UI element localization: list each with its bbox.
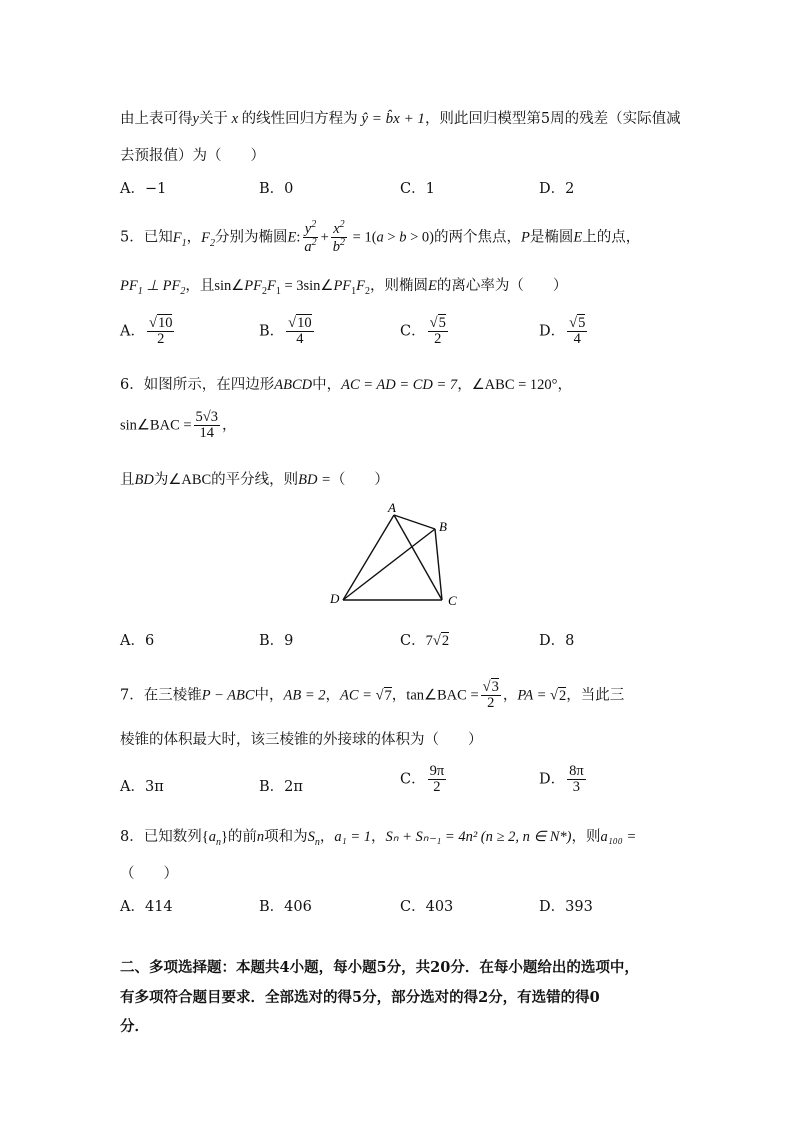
q6-text: （ ） — [330, 472, 389, 488]
q7-text: ， — [502, 687, 518, 704]
q5-text: 的离心率为（ ） — [436, 278, 568, 294]
q7-text: ， — [391, 687, 407, 704]
q7-option-c — [400, 764, 448, 795]
q6-text: ， — [457, 377, 472, 393]
ellipse-e: E — [287, 229, 297, 246]
perpendicular-condition: $PF_1$ ⊥ $PF_2$ — [120, 278, 186, 297]
pa-label: PA = — [517, 687, 547, 704]
q8-option-c: C．403 — [400, 899, 454, 915]
sin-label: sin∠BAC = — [120, 417, 192, 434]
option-label: A． — [120, 323, 145, 340]
q6-line-3 — [120, 468, 389, 489]
var-x: x — [227, 111, 242, 127]
option-label: D． — [539, 323, 566, 340]
q8-text: 8．已知数列 — [120, 829, 202, 845]
radicand: 3 — [491, 679, 499, 695]
sine-condition: $\sin\angle PF_2F_1$ = $3\sin\angle PF_1F_2$ — [214, 278, 371, 297]
numerator: 9π — [429, 763, 445, 779]
radicand: 2 — [558, 687, 567, 704]
denominator: 14 — [199, 425, 215, 442]
side-equality: AC = AD = CD = 7 — [341, 377, 458, 393]
q6-text: ， — [222, 417, 237, 434]
frac: $\frac{√10}{4}$ — [288, 315, 312, 348]
q8-option-b: B．406 — [259, 899, 312, 915]
sqrt-sign: √ — [371, 687, 384, 704]
sqrt-sign: √ — [432, 633, 441, 649]
denominator: 2 — [487, 695, 495, 712]
q7-text: 7．在三棱锥 — [120, 687, 202, 704]
frac: $\frac{√5}{2}$ — [429, 315, 446, 348]
ab-length: AB = 2 — [283, 687, 326, 704]
q5-text: 5．已知 — [120, 229, 173, 246]
vertex-d-label: D — [330, 591, 340, 606]
tetrahedron: P − ABC — [201, 687, 255, 704]
frac: $\frac{√10}{2}$ — [148, 315, 173, 348]
q5-text: 分别为椭圆 — [214, 229, 288, 246]
option-label: D． — [539, 771, 566, 788]
tan-fraction: $\frac{√3}{2}$ — [482, 679, 499, 712]
radicand: 10 — [157, 315, 173, 331]
sqrt-sign: √ — [546, 687, 558, 704]
q7-line-2: 棱锥的体积最大时，该三棱锥的外接球的体积为（ ） — [120, 732, 483, 748]
point-p: P — [521, 229, 530, 246]
q5-text: ，且 — [185, 278, 215, 294]
edge-ac — [394, 515, 442, 600]
q5-text: ，则椭圆 — [370, 278, 429, 294]
q6-option-c — [400, 629, 449, 650]
q7-option-b: B．2π — [259, 779, 303, 795]
ellipse-e: E — [428, 278, 437, 294]
f2: $F_2$ — [201, 229, 215, 249]
q6-option-d: D．8 — [539, 633, 575, 649]
q6-line-2 — [120, 410, 237, 441]
q8-text: ，则 — [571, 829, 601, 845]
frac — [428, 764, 447, 795]
q8-line-2: （ ） — [120, 866, 178, 882]
sin-fraction — [194, 410, 220, 441]
q8-option-a: A．414 — [120, 899, 173, 915]
x2-over-b2: $\frac{x^2}{b^2}$ — [332, 219, 346, 255]
q5-text: 是椭圆 — [529, 229, 574, 246]
var-n: n — [256, 829, 265, 845]
quadrilateral-figure — [325, 495, 475, 610]
section2-line-2: 有多项符合题目要求．全部选对的得5分，部分选对的得2分，有选错的得0 — [120, 989, 600, 1006]
ellipse-condition: = 1(a > b > 0) — [349, 229, 434, 246]
denominator: 3 — [572, 779, 581, 796]
q7-option-a: A．3π — [120, 779, 164, 795]
q6-text: 的平分线，则 — [211, 472, 299, 488]
q8-text: 的前 — [227, 829, 257, 845]
regression-equation: ŷ = b̂x + 1 — [357, 111, 425, 127]
bd-equals: BD = — [298, 472, 331, 488]
denominator: 2 — [434, 331, 442, 348]
ellipse-e: E — [573, 229, 583, 246]
option-label: B． — [259, 323, 285, 340]
tan-label: tan∠BAC = — [406, 687, 479, 704]
var-y: y — [192, 111, 199, 127]
radicand: 2 — [441, 633, 450, 649]
q7-text: 中， — [254, 687, 284, 704]
segment-bd: BD — [134, 472, 154, 488]
q7-text: ， — [325, 687, 340, 704]
radicand: 5 — [438, 315, 446, 331]
quadrilateral: ABCD — [274, 377, 313, 393]
q6-option-a: A．6 — [120, 633, 155, 649]
q7-option-d — [539, 764, 588, 795]
intro-text: 的线性回归方程为 — [241, 111, 358, 127]
plus: + — [320, 229, 329, 246]
option-label: C． — [400, 633, 426, 649]
s-n: $S_n$ — [307, 829, 320, 848]
radicand: 5 — [578, 315, 586, 331]
recurrence: Sₙ + Sₙ₋₁ = 4n² (n ≥ 2, n ∈ N*) — [385, 829, 572, 845]
q8-line-1 — [120, 825, 636, 848]
sequence-a-n: $\{a_n\}$ — [201, 829, 228, 848]
option-label: C． — [400, 771, 426, 788]
section2-line-1: 二、多项选择题：本题共4小题，每小题5分，共20分．在每小题给出的选项中， — [120, 959, 639, 976]
intro-text: 关于 — [198, 111, 228, 127]
a100-label: a₁₀₀ = — [600, 829, 637, 845]
q6-option-b: B．9 — [259, 633, 294, 649]
denominator: 2 — [433, 779, 441, 796]
denominator: 2 — [157, 331, 165, 348]
q8-text: ， — [319, 829, 335, 845]
frac — [567, 764, 586, 795]
q5-option-a — [120, 316, 176, 347]
intro-text: ，则此回归模型第5周的残差（实际值减 — [424, 111, 681, 127]
q4-option-a: A．−1 — [120, 181, 167, 197]
intro-line-2: 去预报值）为（ ） — [120, 148, 265, 164]
q5-line-2 — [120, 274, 567, 297]
q4-option-b: B．0 — [259, 181, 294, 197]
q6-text: 中， — [312, 377, 342, 393]
ac-label: AC = — [340, 687, 372, 704]
a1-value: a₁ = 1 — [334, 829, 371, 845]
q6-text: ， — [557, 377, 572, 393]
q5-text: ， — [186, 229, 202, 246]
q4-option-c: C．1 — [400, 181, 435, 197]
q6-text: 且 — [120, 472, 135, 488]
vertex-b-label: B — [439, 519, 447, 534]
angle-abc: ∠ABC = 120° — [471, 377, 558, 393]
q7-text: ，当此三 — [566, 687, 625, 704]
q8-option-d: D．393 — [539, 899, 593, 915]
q6-text: 6．如图所示，在四边形 — [120, 377, 275, 393]
intro-text: 由上表可得 — [120, 111, 193, 127]
vertex-c-label: C — [448, 593, 457, 608]
option-label: C． — [400, 323, 426, 340]
section2-line-3: 分． — [120, 1018, 149, 1035]
coefficient: 7 — [425, 633, 433, 649]
denominator: 4 — [296, 331, 304, 348]
q6-text: 为 — [153, 472, 169, 488]
angle-abc: ∠ABC — [168, 472, 212, 488]
y2-over-a2: $\frac{y^2}{a^2}$ — [304, 219, 317, 255]
q8-text: ， — [371, 829, 386, 845]
numerator: 8π — [569, 763, 584, 779]
q5-text: 的两个焦点， — [434, 229, 521, 246]
radicand: 10 — [297, 315, 312, 331]
colon: : — [296, 229, 301, 246]
f1: $F_1$ — [172, 229, 187, 249]
q5-option-b — [259, 316, 316, 347]
q5-text: 上的点， — [582, 229, 641, 246]
denominator: 4 — [573, 331, 581, 348]
q6-line-1 — [120, 373, 572, 394]
q5-line-1 — [120, 220, 640, 255]
frac: $\frac{√5}{4}$ — [569, 315, 586, 348]
q4-option-d: D．2 — [539, 181, 575, 197]
edge-ad — [343, 515, 394, 600]
radicand: 7 — [384, 687, 392, 704]
q7-line-1 — [120, 680, 624, 711]
intro-line-1 — [120, 107, 681, 128]
numerator: 5√3 — [195, 409, 219, 425]
q5-option-c — [400, 316, 450, 347]
q5-option-d — [539, 316, 589, 347]
q8-text: 项和为 — [264, 829, 308, 845]
vertex-a-label: A — [388, 500, 396, 515]
